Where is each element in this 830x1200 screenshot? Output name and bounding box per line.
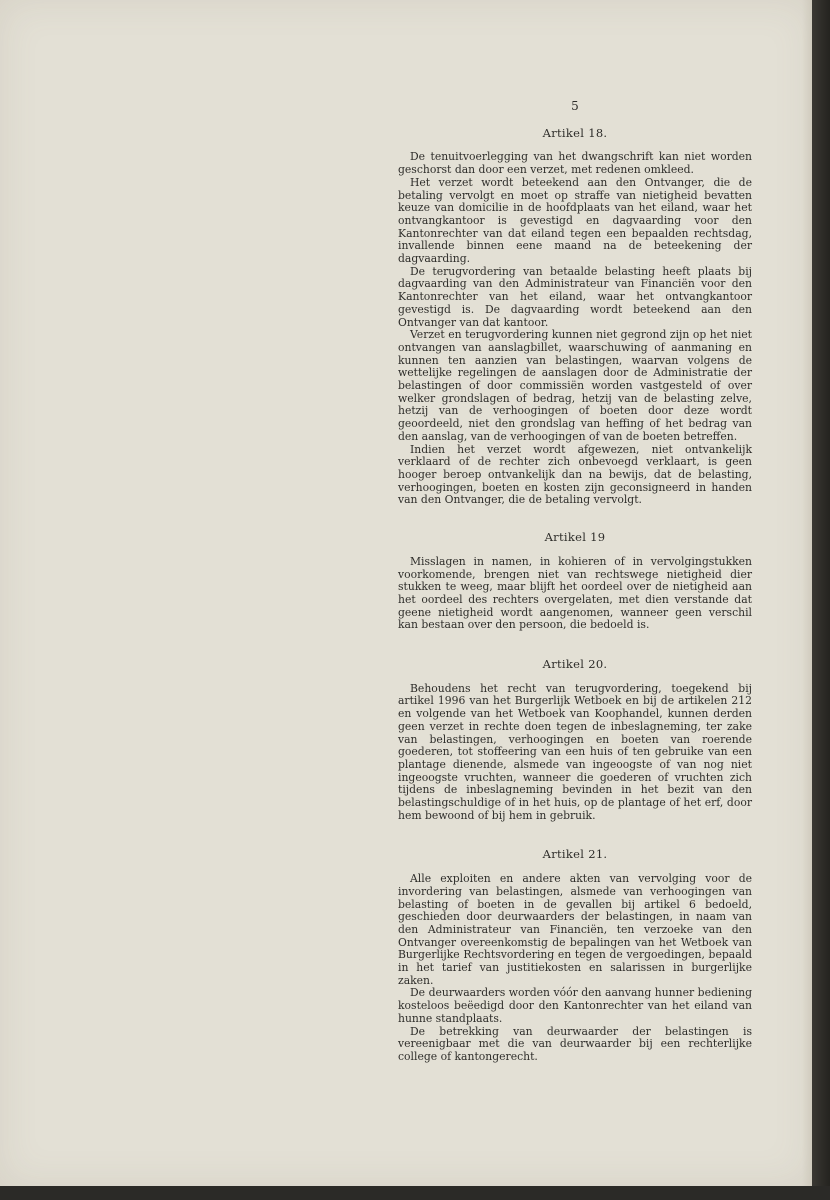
- article-title: Artikel 20.: [542, 657, 608, 672]
- article-20: [398, 658, 752, 822]
- paragraph: Misslagen in namen, in kohieren of in vervolgingstukken voorkomende, brengen niet van rechtswege nietigheid dier stukken te weeg, maar blijft het oordeel over de nietigheid aan het oordeel des rechters overgelaten, met dien verstande dat geene nietigheid wordt aangenomen, wanneer geen verschil kan bestaan over den persoon, die bedoeld is.: [398, 554, 752, 632]
- paragraph: Alle exploiten en andere akten van vervolging voor de invordering van belastingen, alsmede van verhoogingen van belasting of boeten in de gevallen bij artikel 6 bedoeld, geschieden door deurwaarders der belastingen, in naam van den Administrateur van Financiën, ten verzoeke van den Ontvanger overeenkomstig de bepalingen van het Wetboek van Burgerlijke Rechtsvordering en tegen de vergoedingen, bepaald in het tarief van justitiekosten en salarissen in burgerlijke zaken.: [398, 872, 752, 987]
- article-21: [398, 848, 752, 1063]
- paragraph: Behoudens het recht van terugvordering, toegekend bij artikel 1996 van het Burgerlijk Wetboek en bij de artikelen 212 en volgende van het Wetboek van Koophandel, kunnen derden geen verzet in rechte doen tegen de inbeslagneming, ter zake van belastingen, verhoogingen en boeten van roerende goederen, tot stoffeering van een huis of ten gebruike van een plantage dienende, alsmede van ingeoogste of van nog niet ingeoogste vruchten, wanneer die goederen of vruchten zich tijdens de inbeslagneming bevinden in het bezit van den belastingschuldige of in het huis, op de plantage of het erf, door hem bewoond of bij hem in gebruik.: [398, 681, 752, 822]
- article-title: Artikel 21.: [542, 847, 608, 862]
- scan-edge-bottom: [0, 1186, 830, 1200]
- paragraph: De betrekking van deurwaarder der belastingen is vereenigbaar met die van deurwaarder bij een rechterlijke college of kantongerecht.: [398, 1024, 752, 1063]
- article-19: [398, 531, 752, 632]
- paragraph: Het verzet wordt beteekend aan den Ontvanger, die de betaling vervolgt en moet op straffe van nietigheid bevatten keuze van domicilie in de hoofdplaats van het eiland, waar het ontvangkantoor is gevestigd en dagvaarding voor den Kantonrechter van dat eiland tegen een bepaalden rechtsdag, invallende binnen eene maand na de beteekening der dagvaarding.: [398, 175, 752, 266]
- paragraph: De tenuitvoerlegging van het dwangschrift kan niet worden geschorst dan door een verzet, met redenen omkleed.: [398, 150, 752, 177]
- paragraph: Indien het verzet wordt afgewezen, niet ontvankelijk verklaard of de rechter zich onbevoegd verklaart, is geen hooger beroep ontvankelijk dan na bewijs, dat de belasting, verhoogingen, boeten en kosten zijn geconsigneerd in handen van den Ontvanger, die de betaling vervolgt.: [398, 442, 752, 507]
- article-title: Artikel 18.: [542, 125, 608, 140]
- article-title: Artikel 19: [544, 530, 606, 545]
- paragraph: De terugvordering van betaalde belasting heeft plaats bij dagvaarding van den Administrateur van Financiën voor den Kantonrechter van het eiland, waar het ontvangkantoor gevestigd is. De dagvaarding wordt beteekend aan den Ontvanger van dat kantoor.: [398, 264, 752, 329]
- page-text-column: [398, 100, 752, 1064]
- page-number: 5: [571, 99, 579, 113]
- paragraph: De deurwaarders worden vóór den aanvang hunner bediening kosteloos beëedigd door den Kantonrechter van het eiland van hunne standplaats.: [398, 986, 752, 1025]
- article-18: [398, 127, 752, 507]
- scan-edge-right: [812, 0, 830, 1200]
- paragraph: Verzet en terugvordering kunnen niet gegrond zijn op het niet ontvangen van aanslagbillet, waarschuwing of aanmaning en kunnen ten aanzien van belastingen, waarvan volgens de wettelijke regelingen de aanslagen door de Administratie der belastingen of door commissiën worden vastgesteld of over welker grondslagen of bedrag, hetzij van de belasting zelve, hetzij van de verhoogingen of boeten door deze wordt geoordeeld, niet den grondslag van heffing of het bedrag van den aanslag, van de verhoogingen of van de boeten betreffen.: [398, 328, 752, 443]
